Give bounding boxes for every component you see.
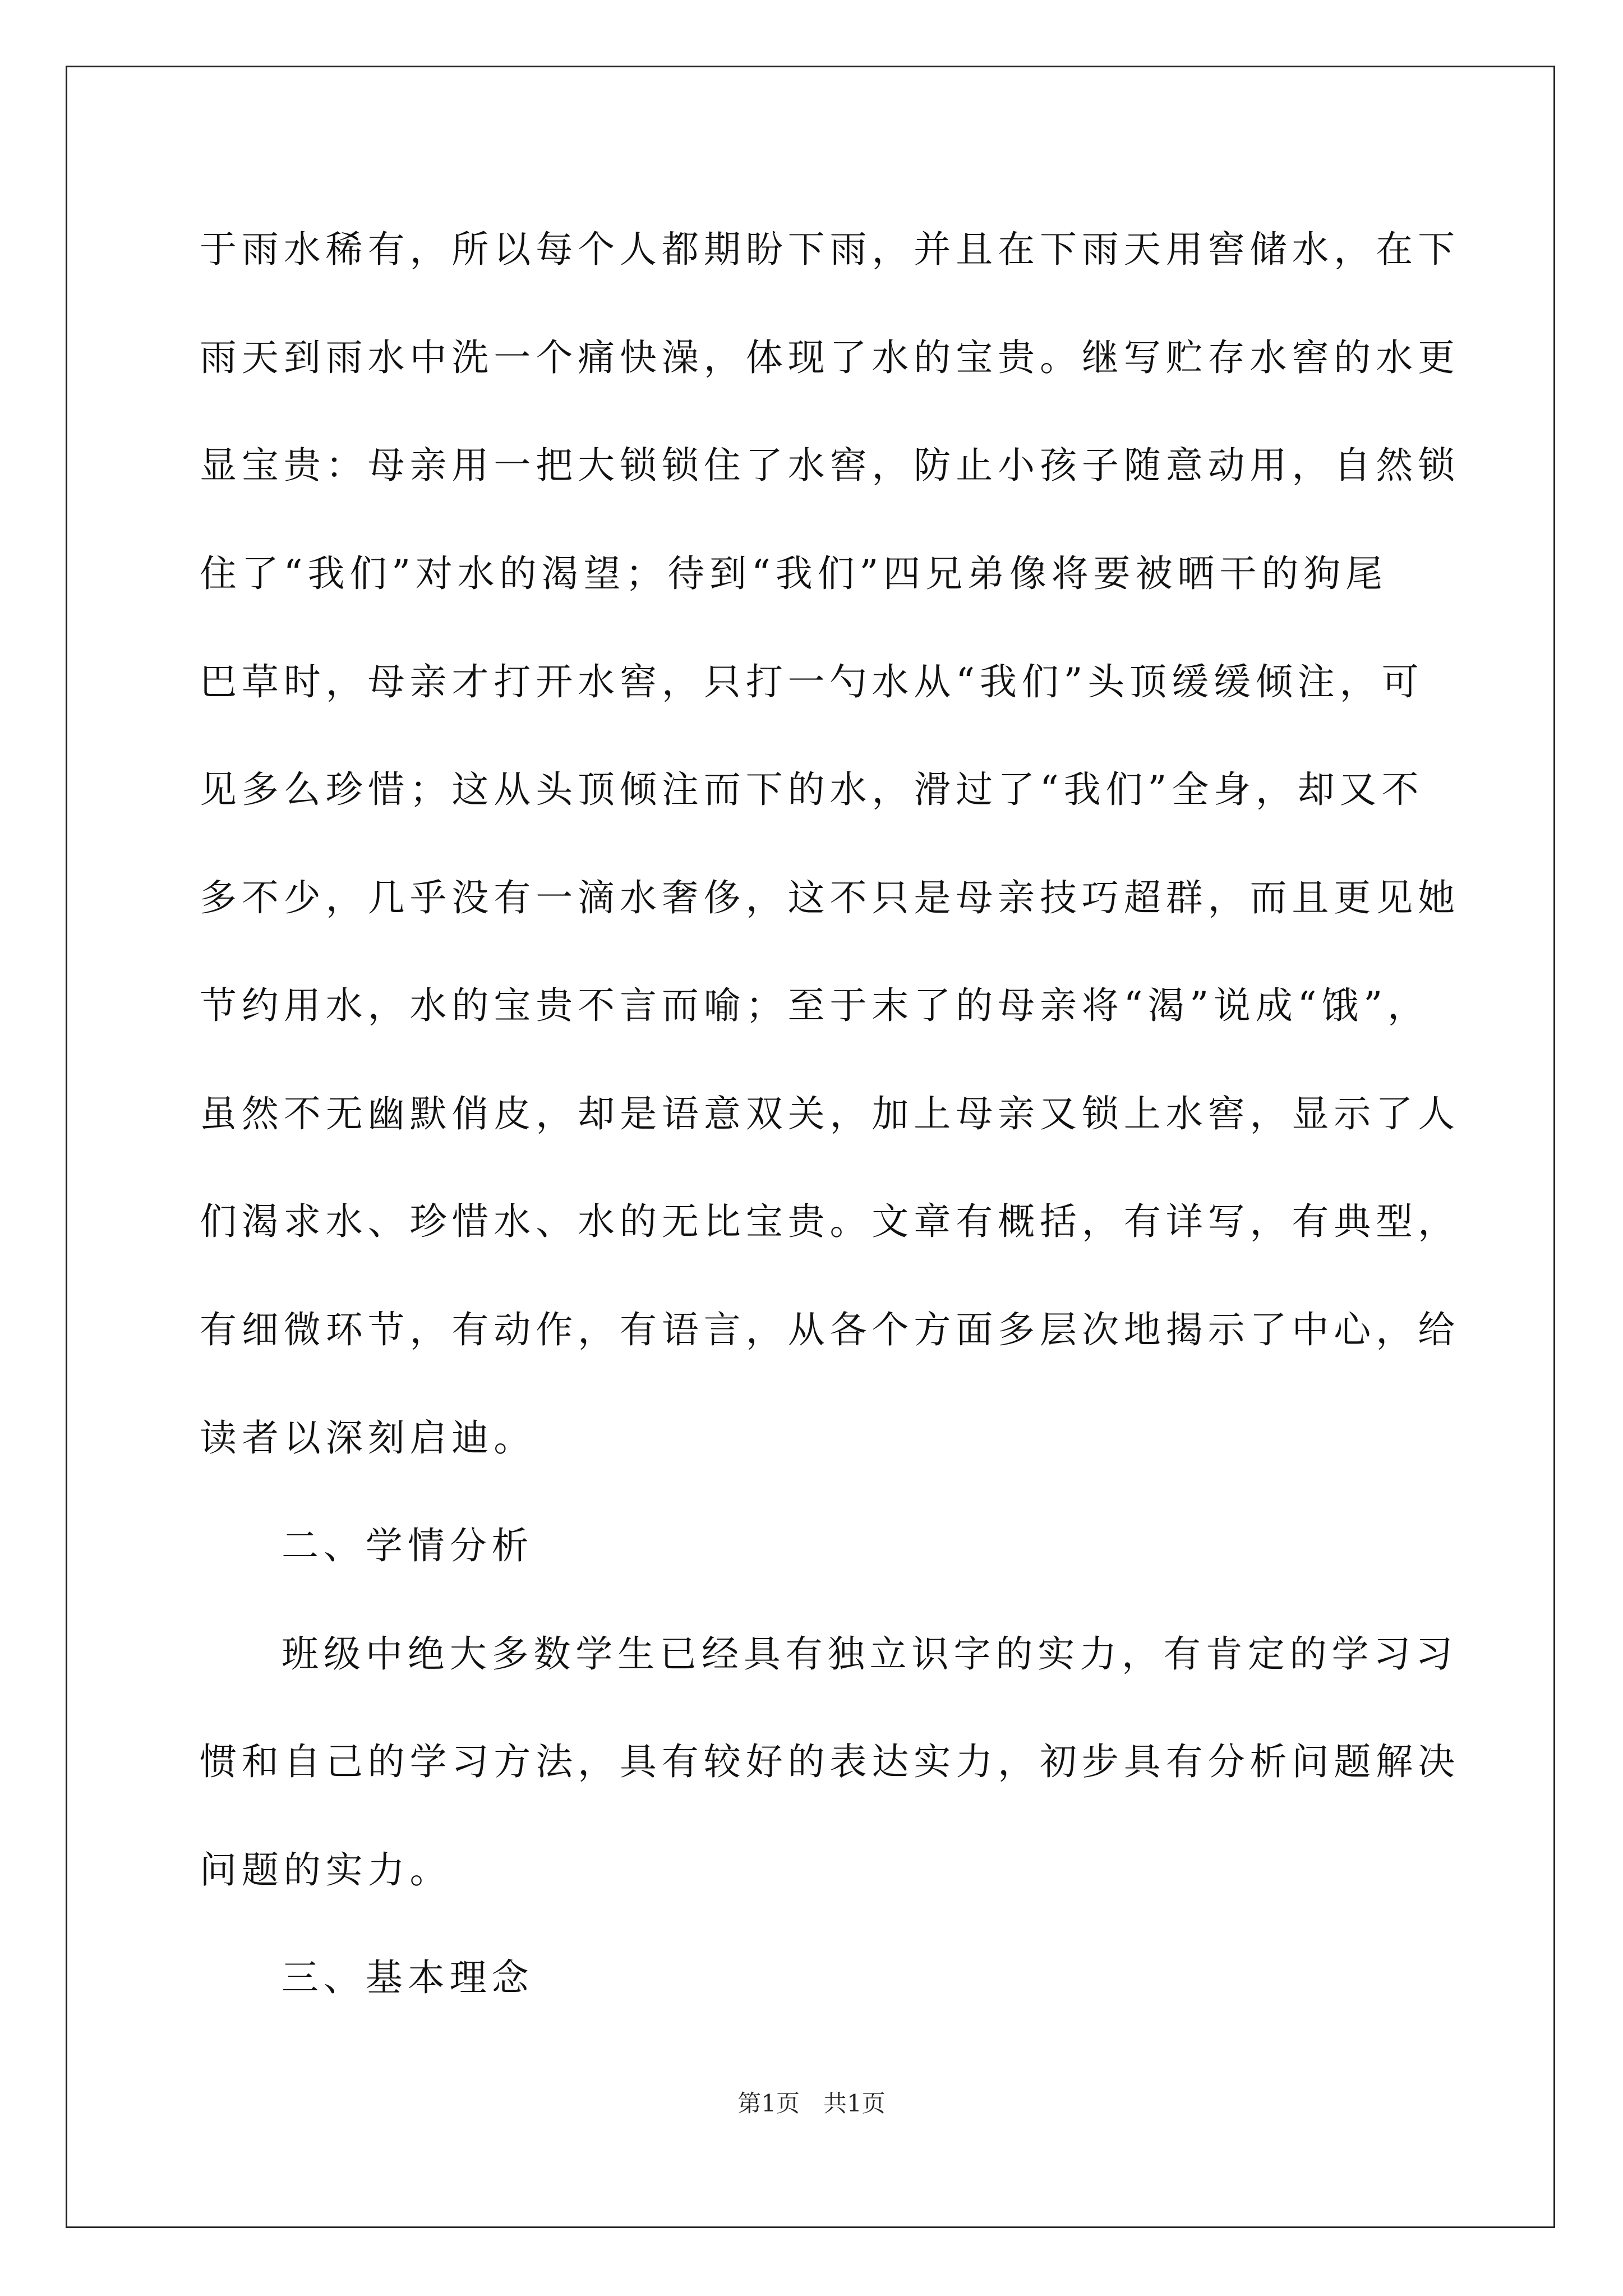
section-heading: 二、学情分析: [282, 1524, 534, 1567]
paragraph-line: 节约用水，水的宝贵不言而喻；至于末了的母亲将“渴”说成“饿”，: [200, 984, 1430, 1027]
paragraph-line: 多不少，几乎没有一滴水奢侈，这不只是母亲技巧超群，而且更见她: [200, 876, 1460, 919]
paragraph-line: 显宝贵：母亲用一把大锁锁住了水窖，防止小孩子随意动用，自然锁: [200, 444, 1460, 487]
section-heading: 三、基本理念: [282, 1956, 534, 1999]
page-footer: 第1页 共1页: [737, 2090, 886, 2117]
paragraph-line: 虽然不无幽默俏皮，却是语意双关，加上母亲又锁上水窖，显示了人: [200, 1092, 1460, 1135]
paragraph-line: 雨天到雨水中洗一个痛快澡，体现了水的宝贵。继写贮存水窖的水更: [200, 336, 1460, 379]
paragraph-line: 班级中绝大多数学生已经具有独立识字的实力，有肯定的学习习: [282, 1632, 1458, 1676]
paragraph-line: 们渴求水、珍惜水、水的无比宝贵。文章有概括，有详写，有典型，: [200, 1200, 1460, 1243]
paragraph-line: 见多么珍惜；这从头顶倾注而下的水，滑过了“我们”全身，却又不: [200, 768, 1424, 811]
paragraph-line: 巴草时，母亲才打开水窖，只打一勺水从“我们”头顶缓缓倾注，可: [200, 660, 1424, 703]
paragraph-line: 于雨水稀有，所以每个人都期盼下雨，并且在下雨天用窖储水，在下: [200, 228, 1460, 271]
paragraph-line: 惯和自己的学习方法，具有较好的表达实力，初步具有分析问题解决: [200, 1740, 1460, 1783]
paragraph-line: 住了“我们”对水的渴望；待到“我们”四兄弟像将要被晒干的狗尾: [200, 552, 1387, 595]
paragraph-line: 问题的实力。: [200, 1848, 452, 1892]
page-border: [66, 66, 1555, 2228]
paragraph-line: 读者以深刻启迪。: [200, 1416, 536, 1460]
paragraph-line: 有细微环节，有动作，有语言，从各个方面多层次地揭示了中心，给: [200, 1308, 1460, 1351]
